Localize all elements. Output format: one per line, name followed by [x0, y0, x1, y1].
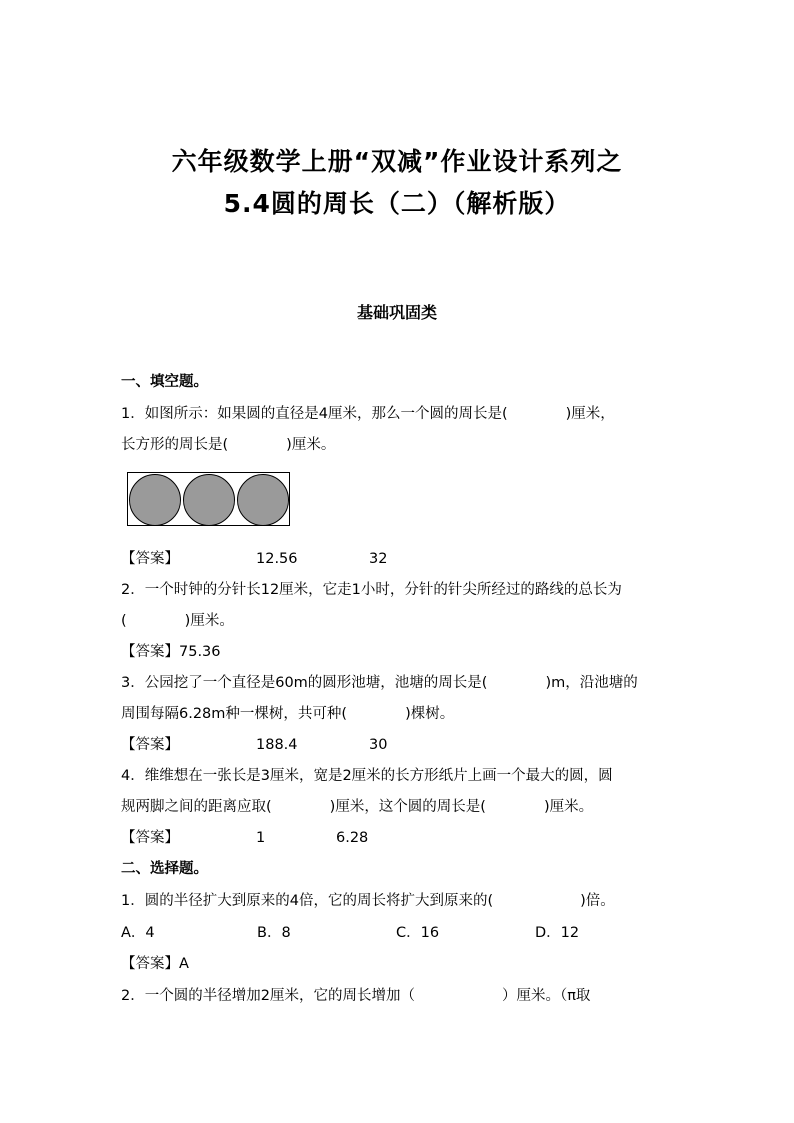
choice-q1-option-d: D．12 [535, 925, 580, 941]
choice-q1-line1: 1．圆的半径扩大到原来的4倍，它的周长将扩大到原来的( )倍。 [121, 893, 615, 909]
choice-q1-answer: 【答案】A [121, 956, 189, 972]
q2-line1: 2．一个时钟的分针长12厘米，它走1小时，分针的针尖所经过的路线的总长为 [121, 582, 622, 598]
q3-answer-1: 188.4 [256, 737, 298, 753]
q3-answer-2: 30 [369, 737, 388, 753]
circles-in-rectangle-figure [127, 472, 290, 526]
figure-circle [237, 474, 289, 526]
document-title-line1: 六年级数学上册“双减”作业设计系列之 [171, 147, 623, 176]
q3-line1: 3．公园挖了一个直径是60m的圆形池塘，池塘的周长是( )m，沿池塘的 [121, 675, 638, 691]
q1-answer-2: 32 [369, 551, 388, 567]
fill-blank-heading: 一、填空题。 [121, 374, 208, 390]
q2-line2: ( )厘米。 [121, 613, 234, 629]
q4-line1: 4．维维想在一张长是3厘米，宽是2厘米的长方形纸片上画一个最大的圆，圆 [121, 768, 613, 784]
q3-line2: 周围每隔6.28m种一棵树，共可种( )棵树。 [121, 706, 455, 722]
q4-answer-label: 【答案】 [121, 830, 179, 846]
q1-answer-label: 【答案】 [121, 551, 179, 567]
q4-line2: 规两脚之间的距离应取( )厘米，这个圆的周长是( )厘米。 [121, 799, 594, 815]
q2-answer: 【答案】75.36 [121, 644, 221, 660]
choice-q1-option-a: A．4 [121, 925, 155, 941]
choice-q2-line1: 2．一个圆的半径增加2厘米，它的周长增加（ ）厘米。（π取 [121, 988, 591, 1004]
choice-q1-option-c: C．16 [396, 925, 440, 941]
figure-circle [183, 474, 235, 526]
q1-line2: 长方形的周长是( )厘米。 [121, 437, 336, 453]
choice-heading: 二、选择题。 [121, 861, 208, 877]
document-title-line2: 5.4圆的周长（二）（解析版） [223, 189, 571, 218]
q4-answer-2: 6.28 [336, 830, 369, 846]
q3-answer-label: 【答案】 [121, 737, 179, 753]
section-heading: 基础巩固类 [356, 303, 437, 322]
q4-answer-1: 1 [256, 830, 266, 846]
figure-circle [129, 474, 181, 526]
choice-q1-option-b: B．8 [257, 925, 291, 941]
q1-answer-1: 12.56 [256, 551, 298, 567]
q1-line1: 1．如图所示：如果圆的直径是4厘米，那么一个圆的周长是( )厘米， [121, 406, 615, 422]
